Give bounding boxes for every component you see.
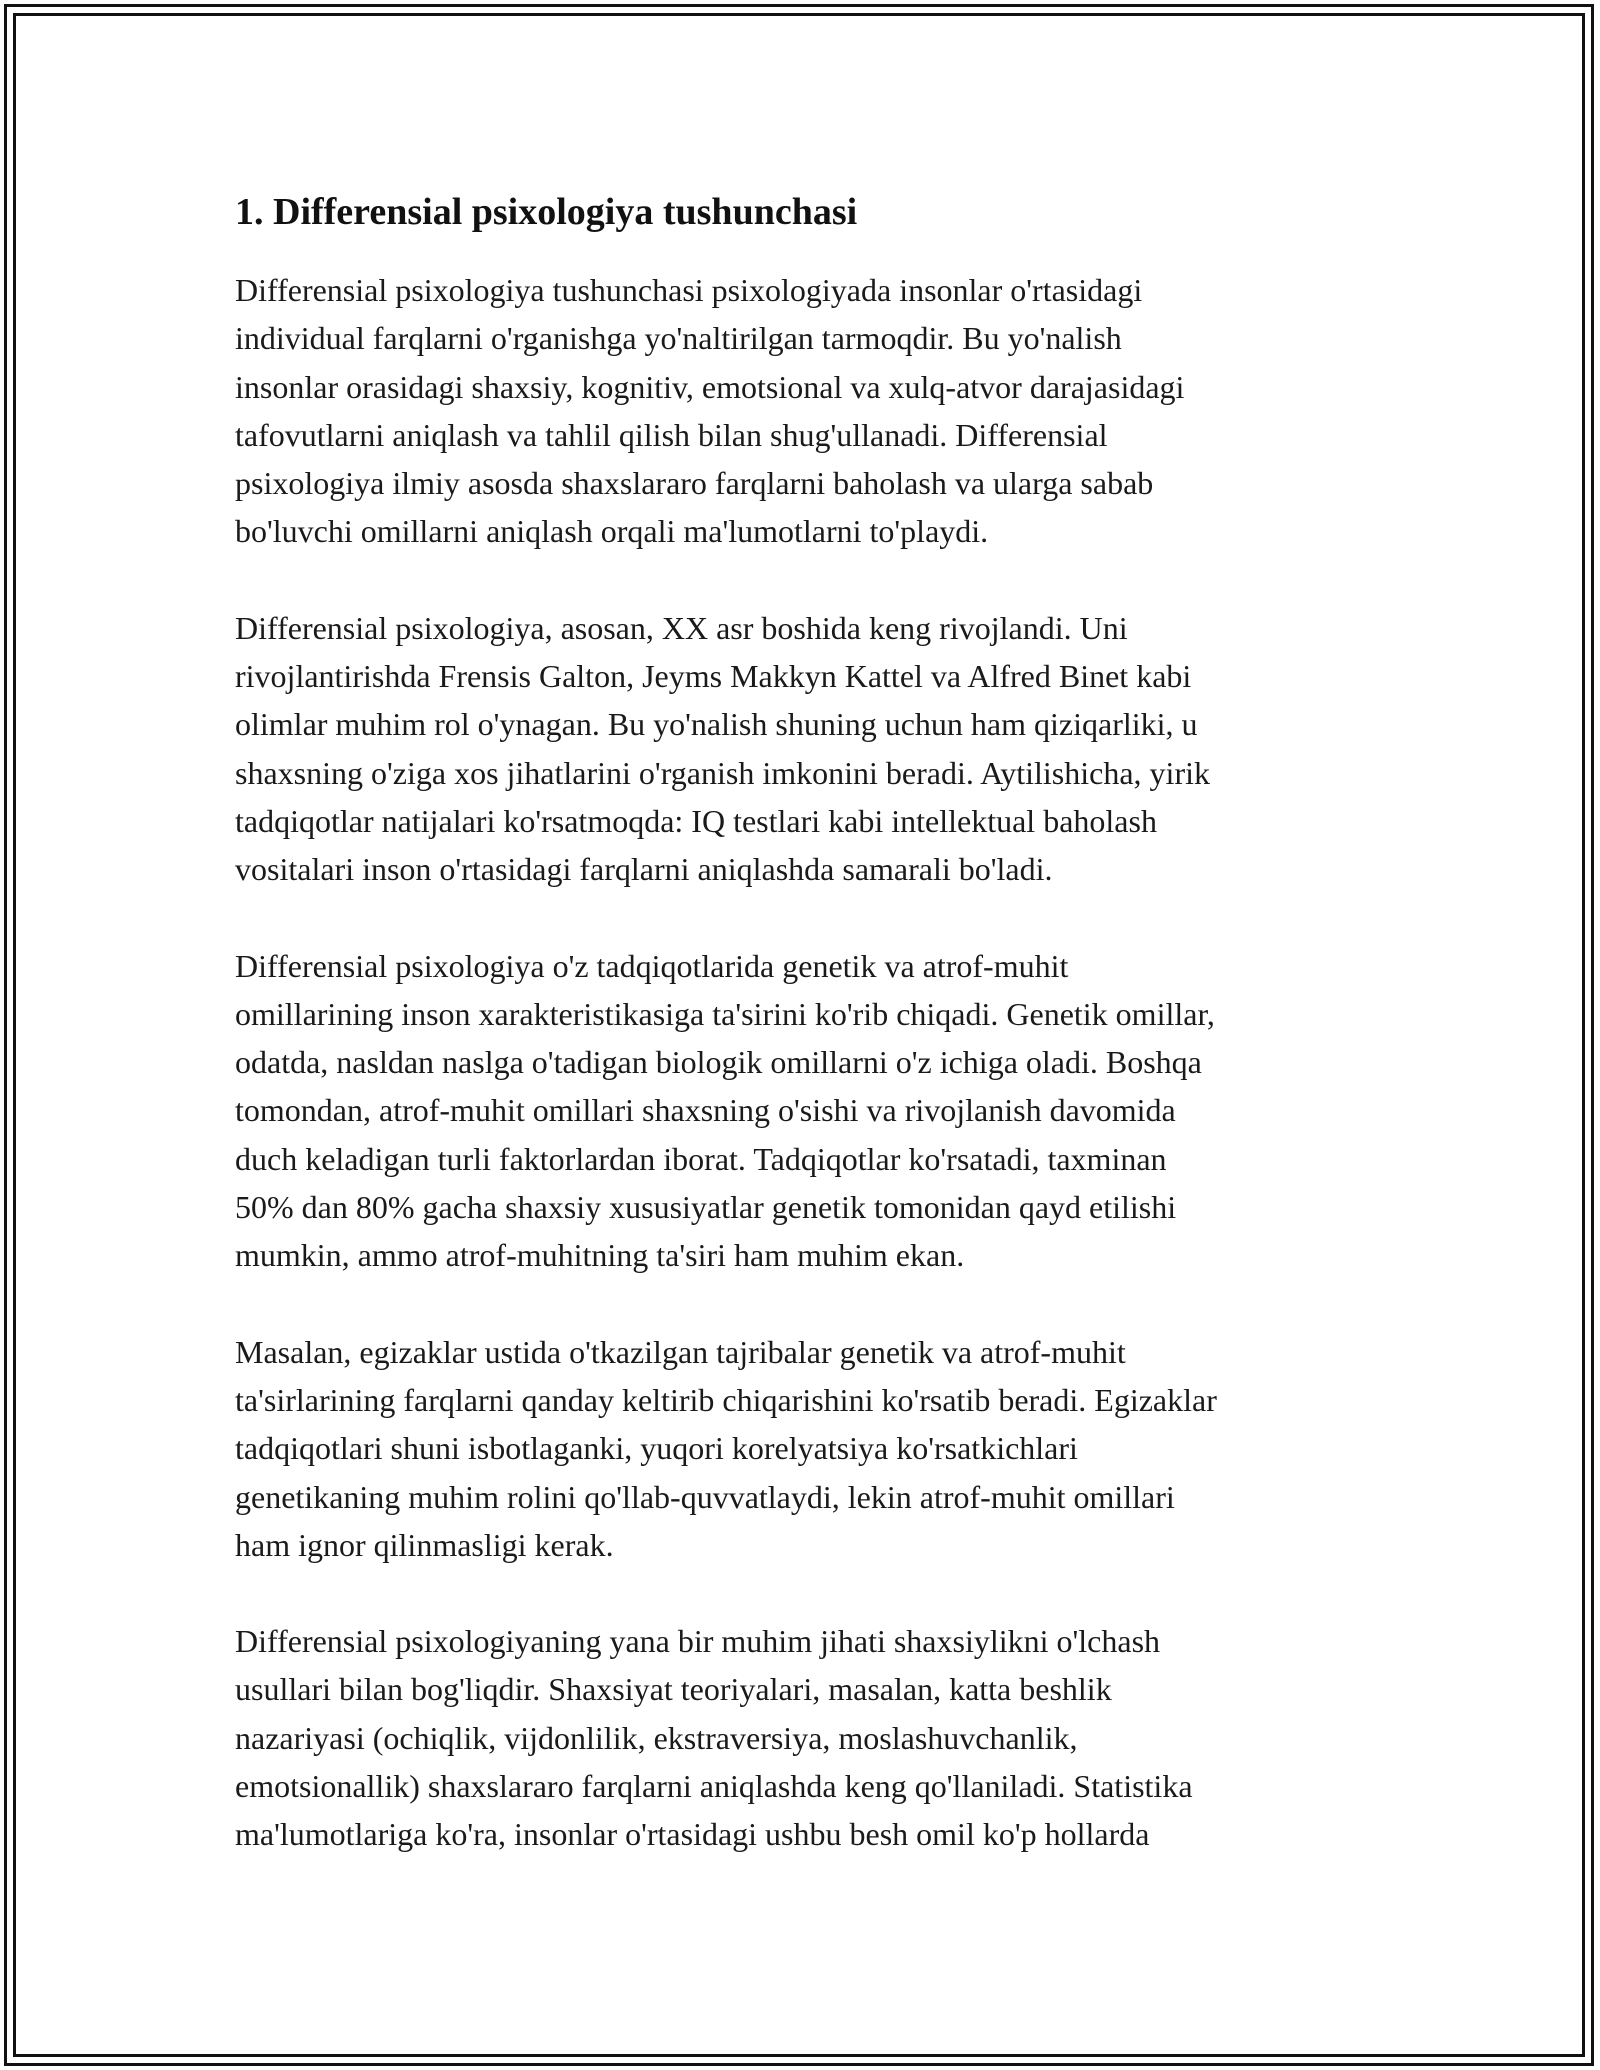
text-line: rivojlantirishda Frensis Galton, Jeyms Makkyn Kattel va Alfred Binet kabi [235, 658, 1192, 695]
text-line: ta'sirlarining farqlarni qanday keltirib chiqarishini ko'rsatib beradi. Egizaklar [235, 1381, 1217, 1418]
text-line: tadqiqotlar natijalari ko'rsatmoqda: IQ testlari kabi intellektual baholash [235, 802, 1157, 839]
paragraph-1 [235, 266, 1365, 556]
text-line: tomondan, atrof-muhit omillari shaxsning o'sishi va rivojlanish davomida [235, 1092, 1176, 1129]
text-line: Masalan, egizaklar ustida o'tkazilgan tajribalar genetik va atrof-muhit [235, 1333, 1126, 1370]
section-heading: 1. Differensial psixologiya tushunchasi [235, 191, 858, 233]
text-line: usullari bilan bog'liqdir. Shaxsiyat teoriyalari, masalan, katta beshlik [235, 1671, 1112, 1708]
text-line: duch keladigan turli faktorlardan iborat. Tadqiqotlar ko'rsatadi, taxminan [235, 1140, 1167, 1177]
document-body [235, 188, 1365, 1859]
text-line: bo'luvchi omillarni aniqlash orqali ma'lumotlarni to'playdi. [235, 513, 989, 550]
text-line: nazariyasi (ochiqlik, vijdonlilik, ekstraversiya, moslashuvchanlik, [235, 1719, 1078, 1756]
text-line: ma'lumotlariga ko'ra, insonlar o'rtasidagi ushbu besh omil ko'p hollarda [235, 1816, 1150, 1853]
paragraph-4 [235, 1328, 1365, 1569]
paragraph-2 [235, 604, 1365, 894]
text-line: ham ignor qilinmasligi kerak. [235, 1526, 614, 1563]
text-line: genetikaning muhim rolini qo'llab-quvvatlaydi, lekin atrof-muhit omillari [235, 1478, 1175, 1515]
text-line: 50% dan 80% gacha shaxsiy xususiyatlar genetik tomonidan qayd etilishi [235, 1189, 1177, 1226]
text-line: mumkin, ammo atrof-muhitning ta'siri ham muhim ekan. [235, 1237, 965, 1274]
text-line: Differensial psixologiyaning yana bir muhim jihati shaxsiylikni o'lchash [235, 1623, 1161, 1660]
text-line: tafovutlarni aniqlash va tahlil qilish bilan shug'ullanadi. Differensial [235, 416, 1108, 453]
text-line: emotsionallik) shaxslararo farqlarni aniqlashda keng qo'llaniladi. Statistika [235, 1768, 1193, 1805]
text-line: Differensial psixologiya tushunchasi psixologiyada insonlar o'rtasidagi [235, 272, 1143, 308]
text-line: Differensial psixologiya o'z tadqiqotlarida genetik va atrof-muhit [235, 947, 1069, 984]
text-line: psixologiya ilmiy asosda shaxslararo farqlarni baholash va ularga sabab [235, 465, 1154, 502]
paragraph-3 [235, 942, 1365, 1280]
text-line: insonlar orasidagi shaxsiy, kognitiv, emotsional va xulq-atvor darajasidagi [235, 368, 1185, 405]
text-line: omillarining inson xarakteristikasiga ta'sirini ko'rib chiqadi. Genetik omillar, [235, 995, 1215, 1032]
paragraph-5 [235, 1617, 1365, 1858]
text-line: tadqiqotlari shuni isbotlaganki, yuqori korelyatsiya ko'rsatkichlari [235, 1430, 1078, 1467]
text-line: odatda, nasldan naslga o'tadigan biologik omillarni o'z ichiga oladi. Boshqa [235, 1044, 1202, 1081]
text-line: individual farqlarni o'rganishga yo'naltirilgan tarmoqdir. Bu yo'nalish [235, 320, 1122, 357]
text-line: vositalari inson o'rtasidagi farqlarni aniqlashda samarali bo'ladi. [235, 851, 1053, 888]
text-line: shaxsning o'ziga xos jihatlarini o'rganish imkonini beradi. Aytilishicha, yirik [235, 754, 1210, 791]
text-line: Differensial psixologiya, asosan, XX asr boshida keng rivojlandi. Uni [235, 609, 1128, 646]
text-line: olimlar muhim rol o'ynagan. Bu yo'nalish shuning uchun ham qiziqarliki, u [235, 706, 1198, 743]
